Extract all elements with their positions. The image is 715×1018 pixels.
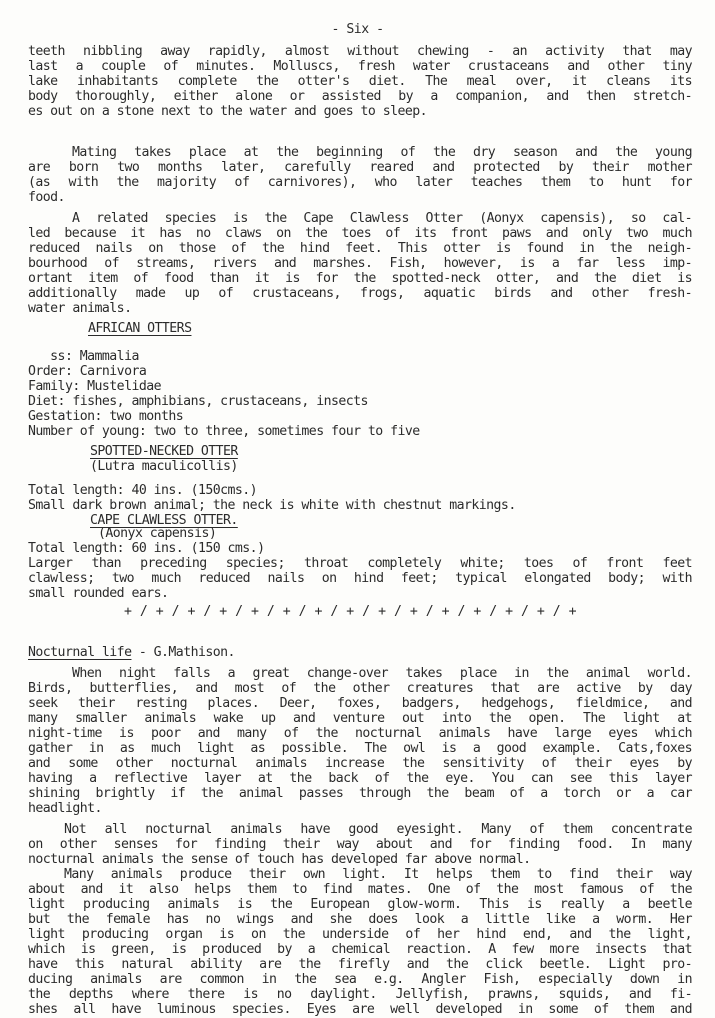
text-line: shes all have luminous species. Eyes are well developed in some of them and — [28, 1002, 692, 1017]
text-line: teeth nibbling away rapidly, almost without chewing - an activity that may — [28, 44, 692, 59]
text-line: have this natural ability are the firefly and the click beetle. Light pro- — [28, 957, 692, 972]
section-heading-african-otters: AFRICAN OTTERS — [88, 321, 192, 336]
species-description: small rounded ears. — [28, 586, 169, 601]
text-line: Many animals produce their own light. It helps them to find their way — [64, 867, 692, 882]
text-line: body thoroughly, either alone or assisted by a companion, and then stretch- — [28, 89, 692, 104]
species-length: Total length: 60 ins. (150 cms.) — [28, 541, 265, 556]
text-line: are born two months later, carefully reared and protected by their mother — [28, 160, 692, 175]
text-line: but the female has no wings and she does look a little like a worm. Her — [28, 912, 692, 927]
text-line: Mating takes place at the beginning of the dry season and the young — [72, 145, 692, 160]
text-line: having a reflective layer at the back of the eye. You can see this layer — [28, 771, 692, 786]
text-line: Not all nocturnal animals have good eyesight. Many of them concentrate — [64, 822, 692, 837]
text-line: ortant item of food than it is for the spotted-neck otter, and the diet is — [28, 271, 692, 286]
text-line: nocturnal animals the sense of touch has developed far above normal. — [28, 852, 531, 867]
species-description: clawless; two much reduced nails on hind feet; typical elongated body; with — [28, 571, 692, 586]
article-byline — [28, 645, 235, 660]
text-line: night-time is poor and many of the nocturnal animals have large eyes which — [28, 726, 692, 741]
text-line: lake inhabitants complete the otter's diet. The meal over, it cleans its — [28, 74, 692, 89]
fact-gestation: Gestation: two months — [28, 409, 184, 424]
text-line: food. — [28, 190, 65, 205]
text-line: reduced nails on those of the hind feet. This otter is found in the neigh- — [28, 241, 692, 256]
text-line: Birds, butterflies, and most of the other creatures that are active by day — [28, 681, 692, 696]
text-line: and some other nocturnal animals increase the sensitivity of their eyes by — [28, 756, 692, 771]
species-latin-name: (Aonyx capensis) — [98, 526, 217, 541]
text-line: which is green, is produced by a chemical reaction. A few more insects that — [28, 942, 692, 957]
text-line: ducing animals are common in the sea e.g. Angler Fish, especially down in — [28, 972, 692, 987]
text-line: light producing organ is on the underside of her hind end, and the light, — [28, 927, 692, 942]
text-line: water animals. — [28, 301, 132, 316]
fact-number-of-young: Number of young: two to three, sometimes four to five — [28, 424, 420, 439]
text-line: on other senses for finding their way about and for finding food. In many — [28, 837, 692, 852]
text-line: many smaller animals wake up and venture out into the open. The light at — [28, 711, 692, 726]
text-line: gather in as much light as possible. The owl is a good example. Cats,foxes — [28, 741, 692, 756]
text-line: last a couple of minutes. Molluscs, fresh water crustaceans and other tiny — [28, 59, 692, 74]
page-number-header: - Six - — [331, 22, 384, 37]
section-separator: + / + / + / + / + / + / + / + / + / + / + / + / + / + / + — [124, 604, 577, 619]
text-line: light producing animals is the European glow-worm. This is really a beetle — [28, 897, 692, 912]
fact-family: Family: Mustelidae — [28, 379, 162, 394]
text-line: the depths where there is no daylight. Jellyfish, prawns, squids, and fi- — [28, 987, 692, 1002]
text-line: A related species is the Cape Clawless Otter (Aonyx capensis), so cal- — [72, 211, 692, 226]
text-line: es out on a stone next to the water and goes to sleep. — [28, 104, 428, 119]
article-title: Nocturnal life — [28, 645, 132, 660]
text-line: led because it has no claws on the toes of its front paws and only two much — [28, 226, 692, 241]
species-length: Total length: 40 ins. (150cms.) — [28, 483, 258, 498]
species-name-spotted-necked-otter: SPOTTED-NECKED OTTER — [90, 444, 238, 459]
species-description: Small dark brown animal; the neck is white with chestnut markings. — [28, 498, 516, 513]
text-line: shining brightly if the animal passes through the beam of a torch or a car — [28, 786, 692, 801]
text-line: headlight. — [28, 801, 102, 816]
text-line: (as with the majority of carnivores), who later teaches them to hunt for — [28, 175, 692, 190]
species-description: Larger than preceding species; throat completely white; toes of front feet — [28, 556, 692, 571]
fact-diet: Diet: fishes, amphibians, crustaceans, insects — [28, 394, 368, 409]
text-line: additionally made up of crustaceans, frogs, aquatic birds and other fresh- — [28, 286, 692, 301]
text-line: When night falls a great change-over takes place in the animal world. — [72, 666, 692, 681]
species-latin-name: (Lutra maculicollis) — [90, 459, 238, 474]
text-line: bourhood of streams, rivers and marshes. Fish, however, is a far less imp- — [28, 256, 692, 271]
text-line: seek their resting places. Deer, foxes, badgers, hedgehogs, fieldmice, and — [28, 696, 692, 711]
article-author: - G.Mathison. — [131, 645, 235, 660]
text-line: about and it also helps them to find mates. One of the most famous of the — [28, 882, 692, 897]
fact-order: Order: Carnivora — [28, 364, 147, 379]
fact-class: ss: Mammalia — [28, 349, 139, 364]
species-name-cape-clawless-otter: CAPE CLAWLESS OTTER. — [90, 513, 238, 528]
